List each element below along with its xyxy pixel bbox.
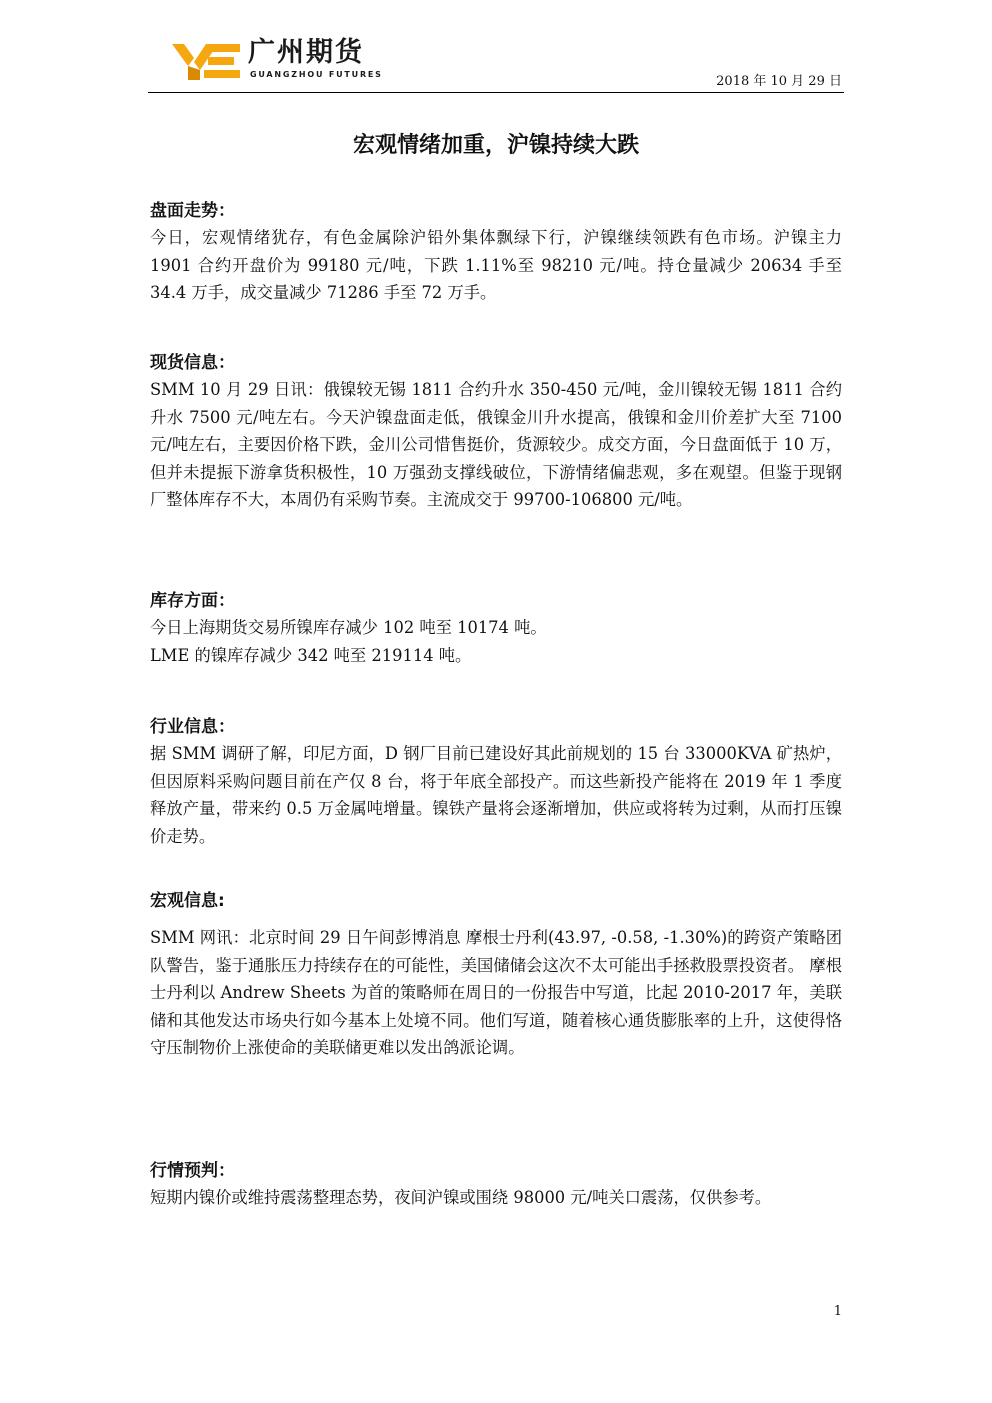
section-market-trend bbox=[150, 200, 842, 307]
logo-english-name: GUANGZHOU FUTURES bbox=[250, 70, 383, 79]
logo-mark-icon bbox=[172, 40, 242, 82]
page-number: 1 bbox=[833, 1304, 842, 1319]
report-date: 2018 年 10 月 29 日 bbox=[716, 74, 842, 89]
report-title: 宏观情绪加重，沪镍持续大跌 bbox=[352, 133, 639, 158]
section-industry-info bbox=[150, 716, 842, 850]
section-paragraph: SMM 10 月 29 日讯：俄镍较无锡 1811 合约升水 350-450 元/吨，金川镍较无锡 1811 合约升水 7500 元/吨左右。今天沪镍盘面走低，俄镍金川升水提高，俄镍和金川价差扩大至 7100 元/吨左右，主要因价格下跌，金川公司惜售挺价，货源较少。成交方面，今日盘面低于 10 万，但并未提振下游拿货积极性，10 万强劲支撑线破位，下游情绪偏悲观，多在观望。但鉴于现钢厂整体库存不大，本周仍有采购节奏。主流成交于 99700-106800 元/吨。 bbox=[150, 380, 842, 509]
company-logo bbox=[172, 37, 383, 82]
section-inventory bbox=[150, 590, 842, 669]
section-macro-info bbox=[150, 890, 842, 1062]
section-heading: 盘面走势： bbox=[150, 201, 235, 221]
section-paragraph: 今日上海期货交易所镍库存减少 102 吨至 10174 吨。 bbox=[150, 618, 547, 637]
section-heading: 行业信息： bbox=[150, 717, 235, 737]
section-heading: 现货信息： bbox=[150, 353, 235, 373]
section-paragraph: 短期内镍价或维持震荡整理态势，夜间沪镍或围绕 98000 元/吨关口震荡，仅供参考。 bbox=[150, 1188, 772, 1207]
section-paragraph: 今日，宏观情绪犹存，有色金属除沪铅外集体飘绿下行，沪镍继续领跌有色市场。沪镍主力 1901 合约开盘价为 99180 元/吨，下跌 1.11%至 98210 元/吨。持仓量减少 20634 手至 34.4 万手，成交量减少 71286 手至 72 万手。 bbox=[150, 228, 842, 302]
logo-chinese-name: 广州期货 bbox=[248, 37, 364, 68]
section-heading: 宏观信息: bbox=[150, 891, 225, 911]
section-paragraph: 据 SMM 调研了解，印尼方面，D 钢厂目前已建设好其此前规划的 15 台 33000KVA 矿热炉，但因原料采购问题目前在产仅 8 台，将于年底全部投产。而这些新投产能将在 2019 年 1 季度释放产量，带来约 0.5 万金属吨增量。镍铁产量将会逐渐增加，供应或将转为过剩，从而打压镍价走势。 bbox=[150, 744, 842, 846]
section-outlook bbox=[150, 1160, 842, 1212]
header-divider bbox=[148, 92, 844, 93]
section-heading: 库存方面： bbox=[150, 591, 235, 611]
section-heading: 行情预判： bbox=[150, 1161, 235, 1181]
section-spot-info bbox=[150, 352, 842, 514]
section-paragraph: LME 的镍库存减少 342 吨至 219114 吨。 bbox=[150, 645, 472, 665]
section-paragraph: SMM 网讯：北京时间 29 日午间彭博消息 摩根士丹利(43.97, -0.58, -1.30%)的跨资产策略团队警告，鉴于通胀压力持续存在的可能性，美国储储会这次不太可能出手拯救股票投资者。 摩根士丹利以 Andrew Sheets 为首的策略师在周日的一份报告中写道，比起 2010-2017 年，美联储和其他发达市场央行如今基本上处境不同。他们写道，随着核心通货膨胀率的上升，这使得恪守压制物价上涨使命的美联储更难以发出鸽派论调。 bbox=[150, 928, 842, 1057]
